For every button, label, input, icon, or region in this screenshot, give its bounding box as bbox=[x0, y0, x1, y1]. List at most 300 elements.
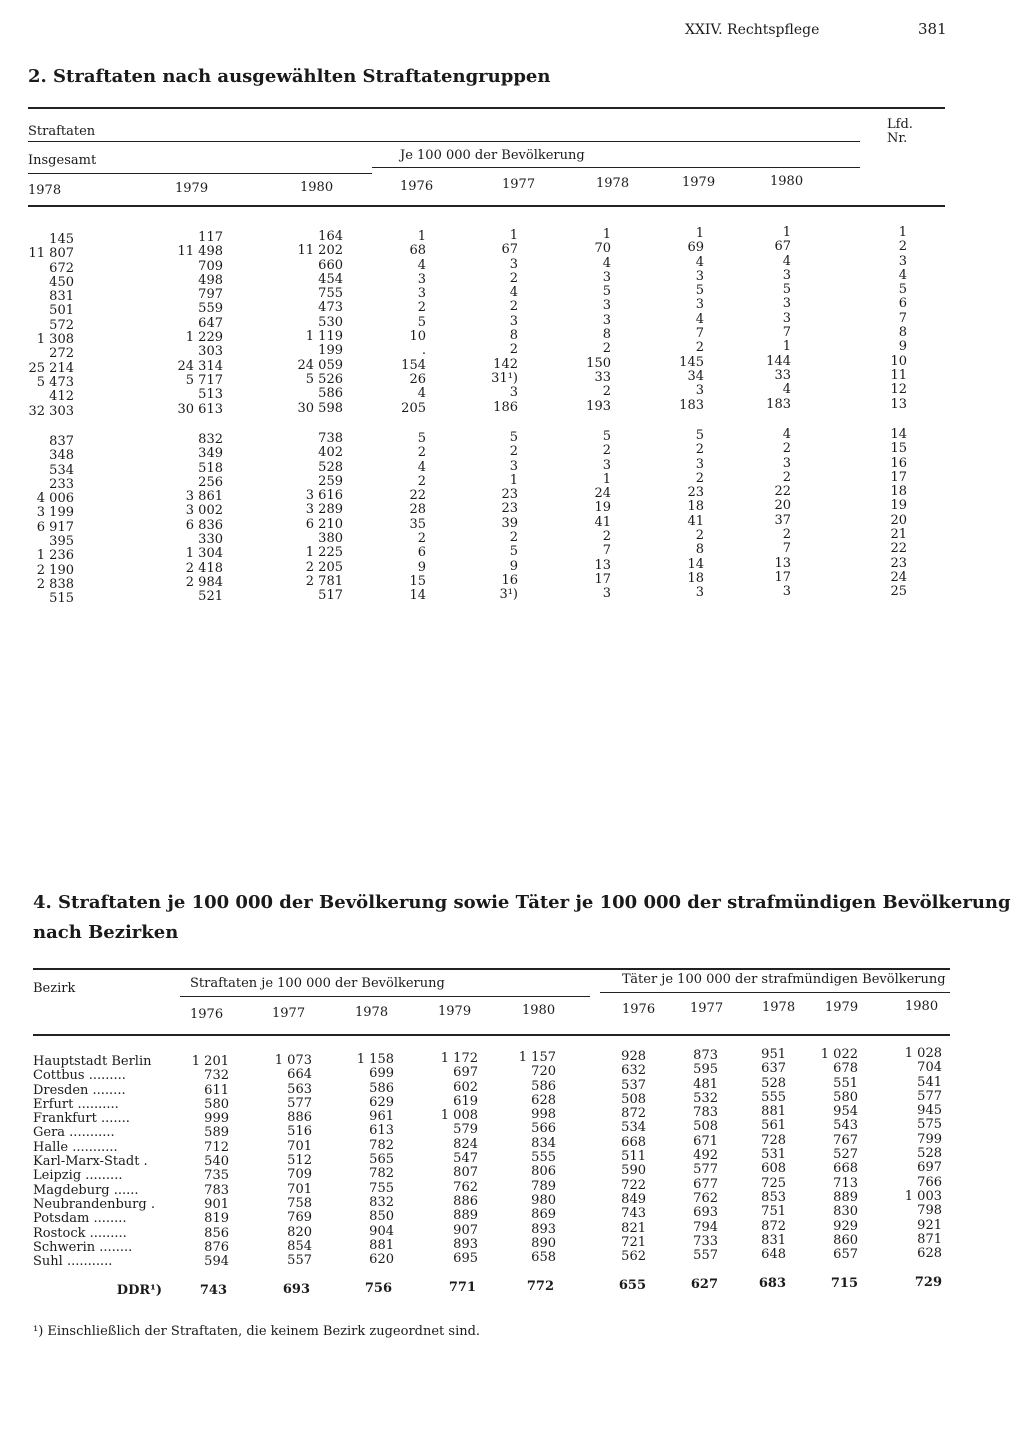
table-cell: 15 bbox=[890, 441, 907, 457]
table-cell: 10 bbox=[409, 329, 426, 345]
table-cell: 586 bbox=[318, 386, 343, 402]
table-cell: Rostock ......... bbox=[33, 1225, 127, 1241]
table-cell: 6 bbox=[417, 545, 426, 561]
table-cell: 980 bbox=[531, 1192, 556, 1208]
table2-header-straftaten: Straftaten bbox=[28, 124, 96, 139]
table-cell: 380 bbox=[318, 531, 343, 547]
table-cell: 794 bbox=[693, 1219, 718, 1235]
table-cell: 31¹) bbox=[491, 370, 518, 386]
table-cell: 629 bbox=[369, 1094, 394, 1110]
table-cell: 632 bbox=[621, 1063, 646, 1079]
table-cell: 3 bbox=[602, 457, 611, 473]
t4-total-s1980: 772 bbox=[526, 1279, 554, 1294]
t2-g1-col-p1977 bbox=[491, 229, 518, 415]
table-cell: 2 bbox=[602, 443, 611, 459]
table-cell: 907 bbox=[453, 1222, 478, 1238]
table-cell: 4 bbox=[695, 254, 704, 270]
table-cell: 551 bbox=[833, 1075, 858, 1091]
table-cell: 856 bbox=[204, 1225, 229, 1241]
table-cell: 1 bbox=[695, 226, 704, 241]
table-cell: 3 002 bbox=[185, 503, 223, 519]
table-cell: 15 bbox=[409, 573, 426, 589]
table-cell: 6 bbox=[898, 296, 907, 312]
table-cell: 733 bbox=[693, 1233, 718, 1249]
table-cell: 998 bbox=[531, 1107, 556, 1123]
table4-title-line2: nach Bezirken bbox=[33, 922, 179, 943]
t4-col-s1977 bbox=[275, 1054, 312, 1268]
t4-total-s1976: 743 bbox=[199, 1283, 227, 1298]
table-cell: Leipzig ......... bbox=[33, 1168, 123, 1184]
table-cell: 3 bbox=[417, 286, 426, 302]
table-cell: 8 bbox=[602, 327, 611, 343]
table-cell: 595 bbox=[693, 1062, 718, 1078]
table-cell: 678 bbox=[833, 1061, 858, 1077]
t2-g2-col-p1977 bbox=[499, 431, 518, 603]
table-cell: 3 bbox=[695, 456, 704, 472]
table-cell: 677 bbox=[693, 1176, 718, 1192]
table2-year-1980: 1980 bbox=[300, 180, 334, 195]
t4-year-t1976: 1976 bbox=[622, 1002, 656, 1017]
table-cell: 511 bbox=[621, 1149, 646, 1165]
table-cell: 3 bbox=[602, 312, 611, 328]
table-cell: 1 bbox=[782, 225, 791, 240]
t4-total-t1977: 627 bbox=[690, 1277, 718, 1292]
table-cell: 2 bbox=[417, 473, 426, 489]
table-cell: 821 bbox=[621, 1220, 646, 1236]
table-cell: 709 bbox=[198, 258, 223, 274]
table-cell: 561 bbox=[761, 1118, 786, 1134]
table-cell: 886 bbox=[287, 1110, 312, 1126]
table-cell: 807 bbox=[453, 1165, 478, 1181]
table-cell: 712 bbox=[204, 1139, 229, 1155]
table-cell: 820 bbox=[287, 1224, 312, 1240]
table-cell: 876 bbox=[204, 1239, 229, 1255]
table-cell: 16 bbox=[501, 572, 518, 588]
table-cell: 928 bbox=[621, 1049, 646, 1064]
table-cell: 348 bbox=[49, 448, 74, 464]
table-cell: 4 bbox=[782, 253, 791, 269]
table-cell: Frankfurt ....... bbox=[33, 1111, 130, 1127]
table-cell: 534 bbox=[621, 1120, 646, 1136]
table-cell: 2 418 bbox=[185, 560, 223, 576]
table-cell: 555 bbox=[531, 1150, 556, 1166]
table-cell: 4 bbox=[602, 255, 611, 271]
table-cell: 515 bbox=[49, 591, 74, 607]
table2-header-nr: Nr. bbox=[887, 131, 908, 146]
table-cell: Magdeburg ...... bbox=[33, 1182, 139, 1198]
t4-total-t1976: 655 bbox=[618, 1278, 646, 1293]
table-cell: 5 bbox=[417, 431, 426, 446]
table-cell: 473 bbox=[318, 300, 343, 316]
t4-total-s1977: 693 bbox=[282, 1282, 310, 1297]
table-cell: 11 807 bbox=[28, 246, 74, 262]
table-cell: 720 bbox=[531, 1064, 556, 1080]
table-cell: 2 bbox=[695, 442, 704, 458]
t4-col-s1976 bbox=[192, 1055, 229, 1269]
t2-g1-col-p1979 bbox=[679, 227, 704, 413]
table-cell: 889 bbox=[833, 1189, 858, 1205]
table-cell: 758 bbox=[287, 1195, 312, 1211]
t4-col-t1979 bbox=[821, 1048, 858, 1262]
table-cell: 528 bbox=[761, 1075, 786, 1091]
table-cell: 657 bbox=[833, 1247, 858, 1263]
table-cell: 697 bbox=[917, 1160, 942, 1176]
table-cell: 9 bbox=[509, 558, 518, 574]
table-cell: 3¹) bbox=[499, 587, 518, 603]
table-cell: 150 bbox=[586, 355, 611, 371]
table-cell: 5 bbox=[417, 314, 426, 330]
table-cell: 19 bbox=[890, 498, 907, 514]
t4-col-bezirk bbox=[33, 1055, 155, 1269]
table-cell: 14 bbox=[409, 588, 426, 604]
table-cell: 33 bbox=[594, 369, 611, 385]
table-cell: 6 836 bbox=[185, 517, 223, 533]
table-cell: 860 bbox=[833, 1232, 858, 1248]
table-cell: 3 bbox=[782, 584, 791, 600]
table-cell: 5 bbox=[509, 430, 518, 445]
table-cell: 41 bbox=[594, 514, 611, 530]
table-cell: 999 bbox=[204, 1111, 229, 1127]
table-cell: . bbox=[421, 343, 426, 359]
t4-col-s1979 bbox=[441, 1052, 478, 1266]
table4-rule-straftaten bbox=[180, 996, 590, 997]
table-cell: 2 838 bbox=[36, 576, 74, 592]
table-cell: 721 bbox=[621, 1234, 646, 1250]
table-cell: 3 bbox=[898, 253, 907, 269]
t2-g2-col-1979 bbox=[186, 433, 223, 605]
table-cell: 24 bbox=[594, 486, 611, 502]
table2-rule-2 bbox=[28, 141, 860, 142]
table2-header-lfd: Lfd. bbox=[887, 117, 913, 132]
table-cell: 20 bbox=[890, 512, 907, 528]
table4-header-bezirk: Bezirk bbox=[33, 981, 76, 996]
table-cell: 766 bbox=[917, 1174, 942, 1190]
table-cell: 697 bbox=[453, 1065, 478, 1081]
table-cell: 881 bbox=[761, 1104, 786, 1120]
chapter-title: XXIV. Rechtspflege bbox=[685, 22, 820, 38]
table-cell: 518 bbox=[198, 460, 223, 476]
t2-g1-col-lfd bbox=[890, 226, 907, 412]
table-cell: 620 bbox=[369, 1252, 394, 1268]
table-cell: 9 bbox=[417, 559, 426, 575]
t4-total-s1979: 771 bbox=[448, 1280, 476, 1295]
table-cell: 142 bbox=[493, 356, 518, 372]
table-cell: 7 bbox=[695, 326, 704, 342]
table-cell: 17 bbox=[890, 469, 907, 485]
table-cell: 145 bbox=[679, 354, 704, 370]
t4-col-t1976 bbox=[621, 1050, 646, 1264]
table-cell: 704 bbox=[917, 1060, 942, 1076]
table-cell: 4 bbox=[509, 285, 518, 301]
table-cell: 7 bbox=[898, 310, 907, 326]
table-cell: 901 bbox=[204, 1196, 229, 1212]
table-cell: 540 bbox=[204, 1154, 229, 1170]
table-cell: 904 bbox=[369, 1223, 394, 1239]
table-cell: 575 bbox=[917, 1117, 942, 1133]
table-cell: 755 bbox=[369, 1180, 394, 1196]
table-cell: 872 bbox=[621, 1106, 646, 1122]
table-cell: 579 bbox=[453, 1122, 478, 1138]
table-cell: 528 bbox=[917, 1146, 942, 1162]
table-cell: 193 bbox=[586, 398, 611, 414]
table4-header-straftaten: Straftaten je 100 000 der Bevölkerung bbox=[190, 976, 445, 991]
table-cell: 402 bbox=[318, 445, 343, 461]
table-cell: 508 bbox=[693, 1119, 718, 1135]
table-cell: 769 bbox=[287, 1210, 312, 1226]
page-number: 381 bbox=[918, 20, 947, 38]
table-cell: 5 717 bbox=[185, 372, 223, 388]
table-cell: 893 bbox=[453, 1236, 478, 1252]
table-cell: 256 bbox=[198, 474, 223, 490]
table-cell: 608 bbox=[761, 1161, 786, 1177]
table-cell: 2 bbox=[695, 340, 704, 356]
table-cell: 709 bbox=[287, 1167, 312, 1183]
table2-year-p1976: 1976 bbox=[400, 179, 434, 194]
table-cell: 1 119 bbox=[305, 329, 343, 345]
table-cell: 3 bbox=[695, 297, 704, 313]
table-cell: 725 bbox=[761, 1175, 786, 1191]
table-cell: 921 bbox=[917, 1217, 942, 1233]
table-cell: 762 bbox=[453, 1179, 478, 1195]
table-cell: 22 bbox=[890, 541, 907, 557]
table-cell: 1 bbox=[602, 227, 611, 242]
table-cell: 2 984 bbox=[185, 574, 223, 590]
table-cell: Karl-Marx-Stadt . bbox=[33, 1154, 148, 1170]
table-cell: Cottbus ......... bbox=[33, 1068, 126, 1084]
table-cell: 541 bbox=[917, 1074, 942, 1090]
table-cell: 13 bbox=[774, 555, 791, 571]
table-cell: 1 236 bbox=[36, 548, 74, 564]
table-cell: 648 bbox=[761, 1247, 786, 1263]
table-cell: 3 bbox=[782, 310, 791, 326]
table-cell: Dresden ........ bbox=[33, 1082, 126, 1098]
table4-header-bottom-rule bbox=[33, 1034, 950, 1036]
table-cell: 7 bbox=[782, 541, 791, 557]
table-cell: 929 bbox=[833, 1218, 858, 1234]
table-cell: 528 bbox=[318, 459, 343, 475]
table-cell: 3 bbox=[602, 298, 611, 314]
table-cell: 481 bbox=[693, 1076, 718, 1092]
table-cell: 619 bbox=[453, 1093, 478, 1109]
table-cell: 4 bbox=[695, 311, 704, 327]
table-cell: 565 bbox=[369, 1152, 394, 1168]
table-cell: 701 bbox=[287, 1181, 312, 1197]
table-cell: 2 bbox=[695, 470, 704, 486]
table-cell: 797 bbox=[198, 287, 223, 303]
table-cell: 872 bbox=[761, 1218, 786, 1234]
table-cell: 23 bbox=[890, 555, 907, 571]
table-cell: 14 bbox=[890, 427, 907, 442]
table-cell: 3 bbox=[602, 586, 611, 602]
table-cell: 30 598 bbox=[297, 400, 343, 416]
table-cell: 34 bbox=[687, 368, 704, 384]
table-cell: 668 bbox=[621, 1134, 646, 1150]
table-cell: 738 bbox=[318, 431, 343, 446]
table-cell: 557 bbox=[693, 1248, 718, 1264]
table-cell: 33 bbox=[774, 367, 791, 383]
t4-col-t1980 bbox=[905, 1047, 942, 1261]
table-cell: 19 bbox=[594, 500, 611, 516]
table-cell: 30 613 bbox=[177, 401, 223, 417]
table-cell: 819 bbox=[204, 1211, 229, 1227]
table-cell: 145 bbox=[49, 232, 74, 247]
table-cell: 586 bbox=[531, 1078, 556, 1094]
table-cell: 701 bbox=[287, 1138, 312, 1154]
table-cell: 3 bbox=[695, 383, 704, 399]
table-cell: 395 bbox=[49, 534, 74, 550]
table-cell: 4 bbox=[417, 459, 426, 475]
table2-rule-je bbox=[372, 167, 860, 168]
table-cell: 70 bbox=[594, 241, 611, 257]
t4-total-s1978: 756 bbox=[364, 1281, 392, 1296]
table-cell: 743 bbox=[621, 1206, 646, 1222]
table-cell: 272 bbox=[49, 346, 74, 362]
table-cell: 602 bbox=[453, 1079, 478, 1095]
table-cell: 3 bbox=[782, 267, 791, 283]
table2-header-bottom-rule bbox=[28, 205, 945, 207]
table-cell: Neubrandenburg . bbox=[33, 1196, 155, 1212]
t4-col-s1980 bbox=[519, 1051, 556, 1265]
table-cell: 3 199 bbox=[36, 505, 74, 521]
table-cell: 3 bbox=[417, 271, 426, 287]
table-cell: 890 bbox=[531, 1235, 556, 1251]
table-cell: 4 bbox=[782, 427, 791, 442]
table-cell: 3 616 bbox=[305, 488, 343, 504]
table-cell: 594 bbox=[204, 1254, 229, 1270]
t2-g2-col-p1980 bbox=[774, 428, 791, 600]
table-cell: 259 bbox=[318, 473, 343, 489]
table-cell: 3 bbox=[782, 296, 791, 312]
table4-top-rule bbox=[33, 968, 950, 970]
table-cell: 2 bbox=[509, 270, 518, 286]
table-cell: 755 bbox=[318, 286, 343, 302]
table-cell: 12 bbox=[890, 382, 907, 398]
table-cell: 11 bbox=[890, 367, 907, 383]
table-cell: 954 bbox=[833, 1104, 858, 1120]
table-cell: 767 bbox=[833, 1132, 858, 1148]
table-cell: 527 bbox=[833, 1147, 858, 1163]
table-cell: 2 bbox=[509, 342, 518, 358]
t4-total-t1978: 683 bbox=[758, 1276, 786, 1291]
table-cell: 24 bbox=[890, 569, 907, 585]
t2-g2-col-p1979 bbox=[687, 429, 704, 601]
table-cell: 580 bbox=[833, 1089, 858, 1105]
table-cell: 450 bbox=[49, 274, 74, 290]
table-cell: 783 bbox=[204, 1182, 229, 1198]
table-cell: 6 917 bbox=[36, 519, 74, 535]
table-cell: 580 bbox=[204, 1096, 229, 1112]
table-cell: 572 bbox=[49, 317, 74, 333]
table-cell: 547 bbox=[453, 1151, 478, 1167]
t2-g2-col-p1976 bbox=[409, 432, 426, 604]
table-cell: 660 bbox=[318, 257, 343, 273]
table-cell: 722 bbox=[621, 1177, 646, 1193]
table-cell: 1 304 bbox=[185, 546, 223, 562]
table-cell: 1 157 bbox=[518, 1050, 556, 1065]
table-cell: 20 bbox=[774, 498, 791, 514]
table-cell: 1 bbox=[509, 472, 518, 488]
table-cell: 69 bbox=[687, 240, 704, 256]
table-cell: Schwerin ........ bbox=[33, 1239, 133, 1255]
table-cell: 873 bbox=[693, 1048, 718, 1063]
table-cell: 454 bbox=[318, 271, 343, 287]
table4-rule-taeter bbox=[600, 992, 950, 993]
table-cell: 25 bbox=[890, 584, 907, 600]
table-cell: 893 bbox=[531, 1221, 556, 1237]
table-cell: 492 bbox=[693, 1148, 718, 1164]
table-cell: 4 bbox=[417, 386, 426, 402]
table-cell: 1 201 bbox=[191, 1054, 229, 1069]
table-cell: 2 205 bbox=[305, 559, 343, 575]
table-cell: 869 bbox=[531, 1207, 556, 1223]
table-cell: 557 bbox=[287, 1253, 312, 1269]
table-cell: 831 bbox=[761, 1232, 786, 1248]
table-cell: 18 bbox=[890, 484, 907, 500]
table-cell: 850 bbox=[369, 1209, 394, 1225]
table-cell: 144 bbox=[766, 353, 791, 369]
table-cell: 22 bbox=[409, 488, 426, 504]
table-cell: 330 bbox=[198, 532, 223, 548]
table-cell: 834 bbox=[531, 1135, 556, 1151]
table-cell: 2 bbox=[509, 299, 518, 315]
table-cell: 23 bbox=[501, 487, 518, 503]
table-cell: 41 bbox=[687, 513, 704, 529]
table-cell: 349 bbox=[198, 446, 223, 462]
t2-g1-col-p1980 bbox=[766, 226, 791, 412]
table-cell: 35 bbox=[409, 516, 426, 532]
table-cell: 1 008 bbox=[440, 1108, 478, 1124]
table-cell: 824 bbox=[453, 1136, 478, 1152]
table-cell: 23 bbox=[687, 485, 704, 501]
table-cell: 18 bbox=[687, 499, 704, 515]
t4-year-s1977: 1977 bbox=[272, 1006, 306, 1021]
table-cell: 945 bbox=[917, 1103, 942, 1119]
table-cell: 3 bbox=[509, 256, 518, 272]
table-cell: 2 bbox=[695, 528, 704, 544]
table-cell: 699 bbox=[369, 1066, 394, 1082]
table-cell: 762 bbox=[693, 1190, 718, 1206]
t2-g1-col-p1978 bbox=[586, 228, 611, 414]
table-cell: 8 bbox=[509, 328, 518, 344]
table-cell: 3 bbox=[509, 313, 518, 329]
table-cell: 3 289 bbox=[305, 502, 343, 518]
table-cell: 5 bbox=[509, 544, 518, 560]
table4-title-line1: 4. Straftaten je 100 000 der Bevölkerung sowie Täter je 100 000 der strafmündigen Bevölkerung bbox=[33, 892, 1011, 913]
table-cell: 728 bbox=[761, 1132, 786, 1148]
table-cell: 512 bbox=[287, 1153, 312, 1169]
table-cell: 2 bbox=[509, 530, 518, 546]
table-cell: 1 308 bbox=[36, 332, 74, 348]
t4-year-s1976: 1976 bbox=[190, 1007, 224, 1022]
t2-g1-col-1980 bbox=[298, 230, 344, 416]
table-cell: 664 bbox=[287, 1067, 312, 1083]
table-cell: 67 bbox=[501, 242, 518, 258]
table-cell: 37 bbox=[774, 512, 791, 528]
table-cell: 566 bbox=[531, 1121, 556, 1137]
table-cell: 886 bbox=[453, 1193, 478, 1209]
table-cell: 849 bbox=[621, 1191, 646, 1207]
t2-g1-col-1979 bbox=[178, 231, 224, 417]
table-cell: 2 781 bbox=[305, 573, 343, 589]
table-cell: 1 bbox=[898, 225, 907, 240]
table-cell: 534 bbox=[49, 462, 74, 478]
table-cell: 1 028 bbox=[904, 1046, 942, 1061]
table-cell: 559 bbox=[198, 301, 223, 317]
table2-title: 2. Straftaten nach ausgewählten Straftatengruppen bbox=[28, 66, 551, 87]
table-cell: 18 bbox=[687, 570, 704, 586]
t2-g2-col-1978 bbox=[37, 435, 74, 607]
table-cell: 806 bbox=[531, 1164, 556, 1180]
